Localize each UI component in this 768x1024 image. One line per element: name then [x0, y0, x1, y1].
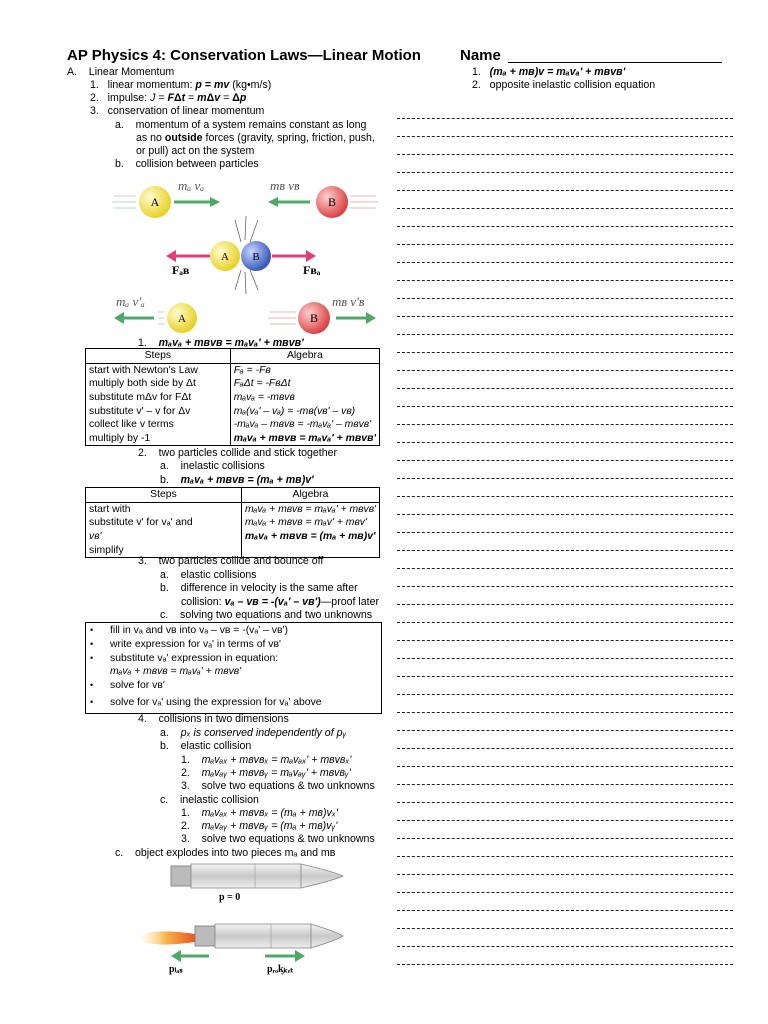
answer-line[interactable] [397, 424, 733, 425]
item-2: 2. impulse: J = FΔt = mΔv = Δp [90, 92, 247, 104]
answer-line[interactable] [397, 460, 733, 461]
table1-algebra: mₐ(vₐ' – vₐ) = -mʙ(vʙ' – vʙ) [230, 404, 379, 418]
name-line[interactable] [508, 62, 722, 63]
item-s4: 4. collisions in two dimensions [138, 713, 289, 725]
answer-line[interactable] [397, 154, 733, 155]
item-3a-line2: as no outside forces (gravity, spring, friction, push, [136, 132, 375, 144]
table1-step: start with Newton's Law [86, 363, 231, 377]
item-3a: a. momentum of a system remains constant as long [115, 119, 367, 131]
item-1: 1. linear momentum: p = mv (kg•m/s) [90, 79, 272, 91]
answer-line[interactable] [397, 478, 733, 479]
table2-header-algebra: Algebra [241, 488, 379, 503]
right-item-2: 2. opposite inelastic collision equation [472, 79, 656, 91]
table2-step: vʙ' [86, 530, 242, 544]
table1-algebra: FₐΔt = -FʙΔt [230, 377, 379, 391]
table1-header-algebra: Algebra [230, 349, 379, 364]
ball-a-impact-label: A [221, 251, 229, 263]
table1-algebra: mₐvₐ + mʙvʙ = mₐvₐ' + mʙvʙ' [230, 432, 379, 446]
item-s3b-line2: collision: vₐ – vʙ = -(vₐ' – vʙ')—proof later [181, 596, 379, 608]
answer-line[interactable] [397, 262, 733, 263]
bullet-item: • solve for vʙ' [90, 680, 165, 691]
answer-line[interactable] [397, 964, 733, 965]
bullet-item: • substitute vₐ' expression in equation: [90, 653, 279, 664]
table1-algebra: -mₐvₐ – mʙvʙ = -mₐvₐ' – mʙvʙ' [230, 418, 379, 432]
table1-step: substitute v' – v for Δv [86, 404, 231, 418]
table1-algebra: mₐvₐ = -mʙvʙ [230, 391, 379, 405]
answer-line[interactable] [397, 208, 733, 209]
answer-line[interactable] [397, 280, 733, 281]
answer-line[interactable] [397, 802, 733, 803]
table1-step: collect like v terms [86, 418, 231, 432]
label-mbvb-after: mʙ v'ʙ [332, 294, 365, 309]
table2-algebra: mₐvₐ + mʙvʙ = mₐv' + mʙv' [241, 516, 379, 530]
item-s4c2: 2. mₐvₐᵧ + mʙvʙᵧ = (mₐ + mʙ)vᵧ' [181, 820, 338, 832]
table1-algebra: Fₐ = -Fʙ [230, 363, 379, 377]
answer-line[interactable] [397, 316, 733, 317]
item-s3b: b. difference in velocity is the same after [160, 582, 358, 594]
rocket-firing [195, 924, 343, 948]
table1-step: substitute mΔv for FΔt [86, 391, 231, 405]
bullet-item: • fill in vₐ and vʙ into vₐ – vʙ = -(vₐ' – vʙ') [90, 625, 288, 636]
answer-line[interactable] [397, 442, 733, 443]
derivation-table-1 [85, 348, 380, 446]
answer-line[interactable] [397, 190, 733, 191]
answer-line[interactable] [397, 334, 733, 335]
item-s4a: a. pₓ is conserved independently of pᵧ [160, 727, 347, 739]
rocket-figure [135, 860, 345, 980]
answer-line[interactable] [397, 766, 733, 767]
item-s3a: a. elastic collisions [160, 569, 257, 581]
answer-line[interactable] [397, 910, 733, 911]
item-3: 3. conservation of linear momentum [90, 105, 265, 117]
collision-figure [110, 172, 382, 338]
answer-line[interactable] [397, 244, 733, 245]
answer-line[interactable] [397, 388, 733, 389]
table2-algebra: mₐvₐ + mʙvʙ = mₐvₐ' + mʙvʙ' [241, 502, 379, 516]
exhaust-flame [137, 931, 195, 944]
item-s2b: b. mₐvₐ + mʙvʙ = (mₐ + mʙ)v' [160, 474, 314, 486]
table1-step: multiply both side by Δt [86, 377, 231, 391]
item-s4c: c. inelastic collision [160, 794, 259, 806]
right-item-1: 1. (mₐ + mʙ)v = mₐvₐ' + mʙvʙ' [472, 66, 626, 78]
label-p0: p = 0 [219, 892, 241, 903]
answer-line[interactable] [397, 892, 733, 893]
item-s3: 3. two particles collide and bounce off [138, 555, 324, 567]
rocket-at-rest [171, 864, 343, 888]
answer-line[interactable] [397, 622, 733, 623]
item-s4b: b. elastic collision [160, 740, 252, 752]
answer-line[interactable] [397, 658, 733, 659]
label-fba: Fʙₐ [303, 263, 321, 277]
item-s4b2: 2. mₐvₐᵧ + mʙvʙᵧ = mₐvₐᵧ' + mʙvʙᵧ' [181, 767, 351, 779]
table2-step: simplify [86, 543, 242, 557]
item-s4b1: 1. mₐvₐₓ + mʙvʙₓ = mₐvₐₓ' + mʙvʙₓ' [181, 754, 352, 766]
page-title: AP Physics 4: Conservation Laws—Linear Motion [67, 47, 421, 64]
answer-line[interactable] [397, 676, 733, 677]
answer-line[interactable] [397, 748, 733, 749]
section-a: A. Linear Momentum [67, 66, 175, 78]
bullet-item: • write expression for vₐ' in terms of vʙ' [90, 639, 281, 650]
answer-line[interactable] [397, 496, 733, 497]
label-procket: pᵣₒᶄₖₑₜ [267, 964, 294, 975]
answer-line[interactable] [397, 730, 733, 731]
item-s3c: c. solving two equations and two unknowns [160, 609, 373, 621]
label-pgas: pₗₐₛ [169, 964, 183, 975]
bullet-item: • solve for vₐ' using the expression for vₐ' above [90, 697, 322, 708]
answer-line[interactable] [397, 550, 733, 551]
answer-line[interactable] [397, 226, 733, 227]
answer-line[interactable] [397, 136, 733, 137]
ball-b-impact-label: B [252, 251, 260, 263]
answer-line[interactable] [397, 856, 733, 857]
answer-line[interactable] [397, 172, 733, 173]
ball-b-label: B [327, 195, 337, 209]
answer-line[interactable] [397, 370, 733, 371]
answer-line[interactable] [397, 820, 733, 821]
item-c: c. object explodes into two pieces mₐ and mʙ [115, 847, 336, 859]
answer-line[interactable] [397, 874, 733, 875]
answer-line[interactable] [397, 406, 733, 407]
item-3b: b. collision between particles [115, 158, 259, 170]
answer-line[interactable] [397, 838, 733, 839]
answer-line[interactable] [397, 946, 733, 947]
answer-line[interactable] [397, 694, 733, 695]
answer-line[interactable] [397, 568, 733, 569]
ball-a-label: A [150, 195, 160, 209]
ball-b-after-label: B [309, 311, 319, 325]
label-mava-after: mₐ v'ₐ [116, 294, 145, 309]
item-s2a: a. inelastic collisions [160, 460, 265, 472]
table2-step: start with [86, 502, 242, 516]
answer-line[interactable] [397, 784, 733, 785]
item-s2: 2. two particles collide and stick together [138, 447, 338, 459]
answer-line[interactable] [397, 928, 733, 929]
table2-header-steps: Steps [86, 488, 242, 503]
answer-line[interactable] [397, 604, 733, 605]
table2-step: substitute v' for vₐ' and [86, 516, 242, 530]
item-s4c3: 3. solve two equations & two unknowns [181, 833, 375, 845]
label-mbvb: mʙ vʙ [270, 178, 300, 193]
bullet-item-sub: mₐvₐ + mʙvʙ = mₐvₐ' + mʙvʙ' [110, 666, 242, 677]
item-s4c1: 1. mₐvₐₓ + mʙvʙₓ = (mₐ + mʙ)vₓ' [181, 807, 338, 819]
ball-a-after-label: A [178, 313, 186, 325]
table1-step: multiply by -1 [86, 432, 231, 446]
motion-lines-a [112, 196, 136, 208]
eq-1: 1. mₐvₐ + mʙvʙ = mₐvₐ' + mʙvʙ' [138, 337, 304, 349]
item-3a-line3: or pull) act on the system [136, 145, 255, 157]
table2-algebra: mₐvₐ + mʙvʙ = (mₐ + mʙ)v' [241, 530, 379, 544]
table1-header-steps: Steps [86, 349, 231, 364]
item-s4b3: 3. solve two equations & two unknowns [181, 780, 375, 792]
answer-line[interactable] [397, 532, 733, 533]
answer-line[interactable] [397, 118, 733, 119]
answer-line[interactable] [397, 352, 733, 353]
answer-line[interactable] [397, 586, 733, 587]
name-label: Name [460, 47, 501, 64]
motion-lines-b [350, 196, 378, 208]
answer-line[interactable] [397, 640, 733, 641]
derivation-table-2 [85, 487, 380, 558]
label-fab: Fₐʙ [172, 263, 190, 277]
answer-line[interactable] [397, 298, 733, 299]
answer-line[interactable] [397, 514, 733, 515]
answer-line[interactable] [397, 712, 733, 713]
label-mava: mₐ vₐ [178, 178, 205, 193]
